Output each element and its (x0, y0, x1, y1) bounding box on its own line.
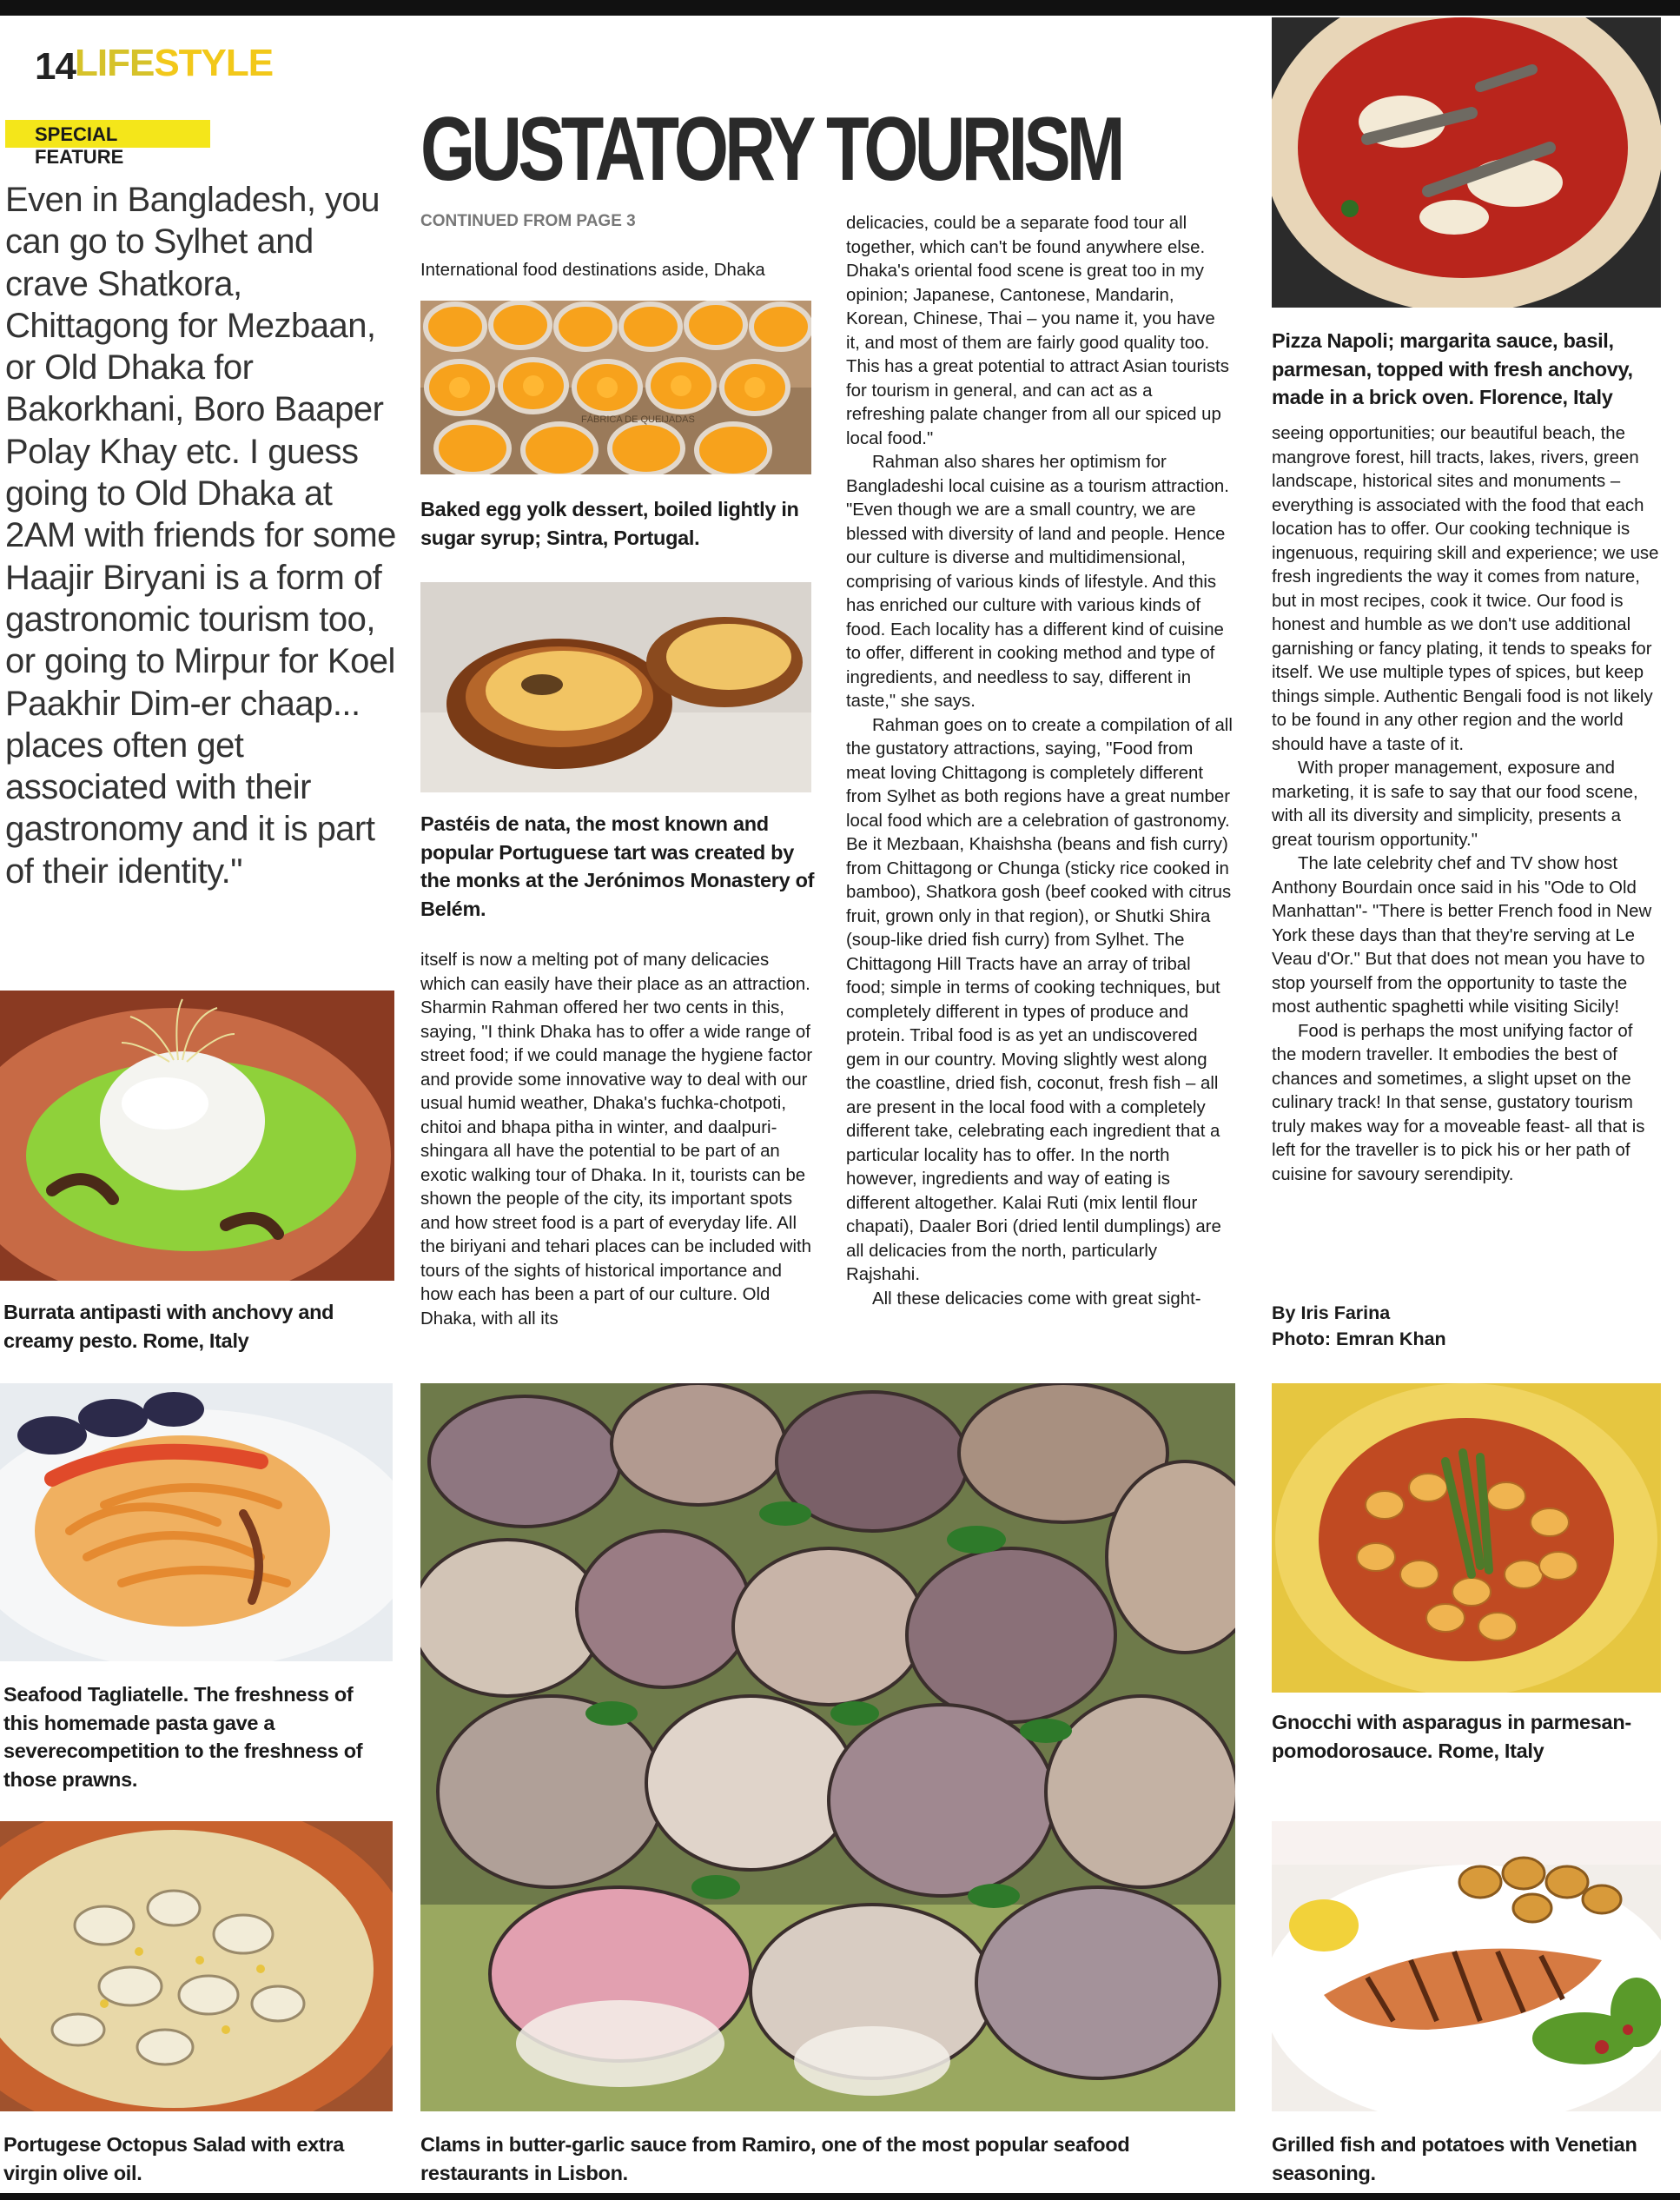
caption-nata: Pastéis de nata, the most known and popular Portuguese tart was created by the monks at the Jerónimos Monastery of Belém. (420, 812, 815, 920)
caption-gnocchi: Gnocchi with asparagus in parmesan-pomodorosauce. Rome, Italy (1272, 1711, 1631, 1762)
col2-para-1: delicacies, could be a separate food tour all together, which can't be found anywhere else. Dhaka's oriental food scene is great too in my opinion; Japanese, Cantonese, Mandarin, Korean, Chinese, Thai – you name it, you have it, and most of them are fairly good quality too. This has a great potential to attract Asian tourists for tourism in general, and can act as a refreshing palate changer from all our spiced up local food." (846, 214, 1229, 448)
byline (1272, 1300, 1661, 1352)
section-life: LIFE (75, 42, 155, 84)
col3-para-1: seeing opportunities; our beautiful beach, the mangrove forest, hill tracts, lakes, rivers, green landscape, historical sites and monuments – everything is associated with the food that each location has to offer. Our cooking technique is ingenuous, requiring skill and experience; we use fresh ingredients the way it comes from nature, but in most recipes, cook it twice. Our food is honest and humble as we don't use additional garnishing or fancy plating, it tends to speaks for itself. We use multiple types of spices, but keep things simple. Authentic Bengali food is not likely to be found in any other region and the world should have a taste of it. (1272, 424, 1659, 754)
bottom-border (0, 2193, 1680, 2200)
tag-label: SPECIAL FEATURE (35, 123, 124, 168)
caption-clams: Clams in butter-garlic sauce from Ramiro, one of the most popular seafood restaurants in Lisbon. (420, 2133, 1130, 2184)
pull-quote: Even in Bangladesh, you can go to Sylhet and crave Shatkora, Chittagong for Mezbaan, or Old Dhaka for Bakorkhani, Boro Baaper Polay Khay etc. I guess going to Old Dhaka at 2AM with friends for some Haajir Biryani is a form of gastronomic tourism too, or going to Mirpur for Koel Paakhir Dim-er chaap... places often get associated with their gastronomy and it is part of their identity." (5, 181, 396, 891)
egg-box-label: FÁBRICA DE QUEIJADAS (581, 414, 695, 425)
byline-photo: Photo: Emran Khan (1272, 1329, 1446, 1349)
column2 (846, 212, 1234, 1311)
caption-octopus: Portugese Octopus Salad with extra virgin olive oil. (3, 2133, 345, 2184)
col2-para-2: Rahman also shares her optimism for Bangladeshi local cuisine as a tourism attraction. "Even though we are a small country, we are blessed with diversity of land and people. Hence our culture is diverse and multidimensional, comprising of various kinds of lifestyle. And this has enriched our culture with various kinds of food. Each locality has a different kind of cuisine to offer, different in cooking method and type of ingredients, and needless to say, different in taste," she says. (846, 453, 1229, 711)
column1-intro (420, 259, 811, 283)
caption-egg-yolk: Baked egg yolk dessert, boiled lightly in sugar syrup; Sintra, Portugal. (420, 498, 799, 549)
egg-yolk-photo (420, 301, 811, 474)
column1-body (420, 949, 813, 1331)
pizza-photo (1272, 17, 1661, 308)
column1-body-text: itself is now a melting pot of many delicacies which can easily have their place as an attraction. Sharmin Rahman offered her two cents in this, saying, "I think Dhaka has to offer a wide range of street food; if we could manage the hygiene factor and provide some innovative way to deal with our usual humid weather, Dhaka's fuchka-chotpoti, chitoi and bhapa pitha in winter, and daalpuri-shingara all have the potential to be part of an exotic walking tour of Dhaka. In it, tourists can be shown the people of the city, its important spots and how street food is a part of everyday life. All the biriyani and tehari places can be included with tours of the sights of historical importance and how each has been a part of our culture. Old Dhaka, with all its (420, 951, 813, 1329)
column1-intro-text: International food destinations aside, Dhaka (420, 261, 765, 280)
column3 (1272, 422, 1661, 1187)
col2-para-3: Rahman goes on to create a compilation of all the gustatory attractions, saying, "Food from meat loving Chittagong is completely different from Sylhet as both regions have a great number local food which are a celebration of gastronomy. Be it Mezbaan, Khaishsha (beans and fish curry) from Chittagong or Chunga (sticky rice cooked in bamboo), Shatkora gosh (beef cooked with citrus fruit, grown only in that region), or Shutki Shira (soup-like dried fish curry) from Sylhet. The Chittagong Hill Tracts have an array of tribal food; simple in terms of cooking techniques, but completely different in types of produce and protein. Tribal food is as yet an undiscovered gem in our country. Moving slightly west along the coastline, dried fish, coconut, fresh fish – all are present in the local food with a completely different take, celebrating each ingredient that a particular locality has to offer. In the north however, ingredients and way of eating is different altogether. Kalai Ruti (mix lentil flour chapati), Daaler Bori (dried lentil dumplings) are all delicacies from the north, particularly Rajshahi. (846, 715, 1233, 1284)
top-border (0, 0, 1680, 16)
page-number: 14 (35, 45, 76, 88)
tagliatelle-photo (0, 1383, 393, 1661)
section-style: STYLE (154, 42, 274, 84)
clams-photo (420, 1383, 1235, 2111)
burrata-photo (0, 991, 394, 1281)
caption-pizza: Pizza Napoli; margarita sauce, basil, parmesan, topped with fresh anchovy, made in a brick oven. Florence, Italy (1272, 329, 1633, 408)
pastel-de-nata-photo (420, 582, 811, 792)
octopus-salad-photo (0, 1821, 393, 2111)
caption-tagliatelle: Seafood Tagliatelle. The freshness of this homemade pasta gave a severecompetition to the freshness of those prawns. (3, 1683, 363, 1791)
col3-para-4: Food is perhaps the most unifying factor of the modern traveller. It embodies the best of chances and sometimes, a slight upset on the culinary track! In that sense, gustatory tourism truly makes way for a moveable feast- all that is left for the traveller is to pick his or her path of cuisine for savoury serendipity. (1272, 1021, 1645, 1184)
continued-label: CONTINUED FROM PAGE 3 (420, 212, 636, 230)
special-feature-tag (5, 120, 210, 168)
col2-para-4: All these delicacies come with great sight- (872, 1289, 1201, 1309)
caption-burrata: Burrata antipasti with anchovy and creamy pesto. Rome, Italy (3, 1301, 334, 1352)
section-name (75, 42, 273, 85)
gnocchi-photo (1272, 1383, 1661, 1693)
col3-para-2: With proper management, exposure and marketing, it is safe to say that our food scene, with all its diversity and simplicity, presents a great tourism opportunity." (1272, 759, 1638, 850)
col3-para-3: The late celebrity chef and TV show host Anthony Bourdain once said in his "Ode to Old Manhattan"- "There is better French food in New York these days than that they're serving at Le Veau d'Or." But that does not mean you have to stop yourself from the opportunity to taste the most authentic spaghetti while visiting Sicily! (1272, 854, 1652, 1017)
headline: GUSTATORY TOURISM (420, 99, 1121, 200)
byline-author: By Iris Farina (1272, 1302, 1391, 1323)
grilled-fish-photo (1272, 1821, 1661, 2111)
caption-grilled-fish: Grilled fish and potatoes with Venetian seasoning. (1272, 2133, 1637, 2184)
